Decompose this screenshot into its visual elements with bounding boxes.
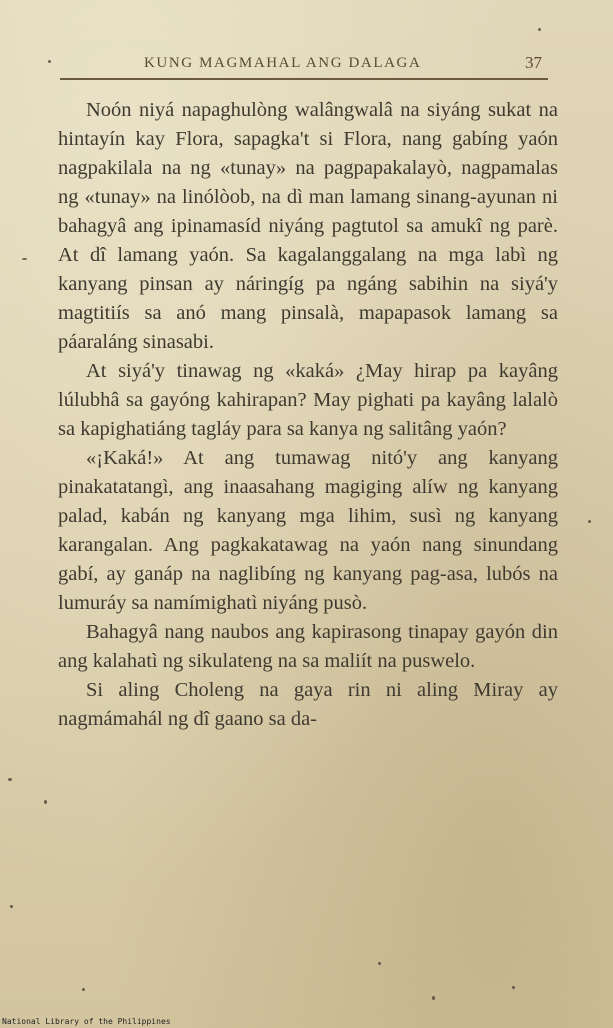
paragraph-5: Si aling Choleng na gaya rin ni aling Miray ay nagmámahál ng dî gaano sa da- bbox=[58, 679, 558, 730]
page-number: 37 bbox=[525, 53, 542, 72]
paragraph-4: Bahagyâ nang naubos ang kapirasong tinapay gayón din ang kalahatì ng sikulateng na sa maliít na puswelo. bbox=[58, 621, 558, 672]
paper-speck bbox=[48, 60, 51, 63]
paper-speck bbox=[44, 800, 47, 804]
paper-speck bbox=[588, 520, 591, 523]
paper-speck bbox=[538, 28, 541, 31]
paper-speck bbox=[22, 258, 27, 260]
body-text bbox=[58, 96, 558, 734]
paragraph-2: At siyá'y tinawag ng «kaká» ¿May hirap pa kayâng lúlubhâ sa gayóng kahirapan? May pighati pa kayâng lalalò sa kapighatiáng tagláy para sa kanya ng salitâng yaón? bbox=[58, 360, 558, 440]
library-credit: National Library of the Philippines bbox=[2, 1017, 171, 1026]
paragraph-3: «¡Kaká!» At ang tumawag nitó'y ang kanyang pinakatatangì, ang inaasahang magiging alíw ng kanyang palad, kabán ng kanyang mga lihim, susì ng kanyang karangalan. Ang pagkakatawag na yaón nang sinundang gabí, ay ganáp na naglibíng ng kanyang pag-asa, lubós na lumuráy sa namímighatì niyáng pusò. bbox=[58, 447, 558, 614]
paragraph-1: Noón niyá napaghulòng walângwalâ na siyáng sukat na hintayín kay Flora, sapagka't si Flora, nang gabíng yaón nagpakilala na ng «tunay» na pagpapakalayò, nagpamalas ng «tunay» na linólòob, na dì man lamang sinang-ayunan ni bahagyâ ang ipinamasíd niyáng pagtutol sa amukî ng parè. At dî lamang yaón. Sa kagalanggalang na mga labì ng kanyang pinsan ay náringíg pa ngáng sabihin na siyá'y magtitiís sa anó mang pinsalà, mapapasok lamang sa páaraláng sinasabi. bbox=[58, 99, 558, 353]
running-header bbox=[60, 52, 548, 80]
paper-speck bbox=[378, 962, 381, 965]
paper-speck bbox=[82, 988, 85, 991]
paper-speck bbox=[432, 996, 435, 1000]
running-header-title: KUNG MAGMAHAL ANG DALAGA bbox=[144, 55, 422, 71]
paper-speck bbox=[8, 778, 12, 781]
paper-speck bbox=[10, 905, 13, 908]
paper-speck bbox=[512, 986, 515, 989]
